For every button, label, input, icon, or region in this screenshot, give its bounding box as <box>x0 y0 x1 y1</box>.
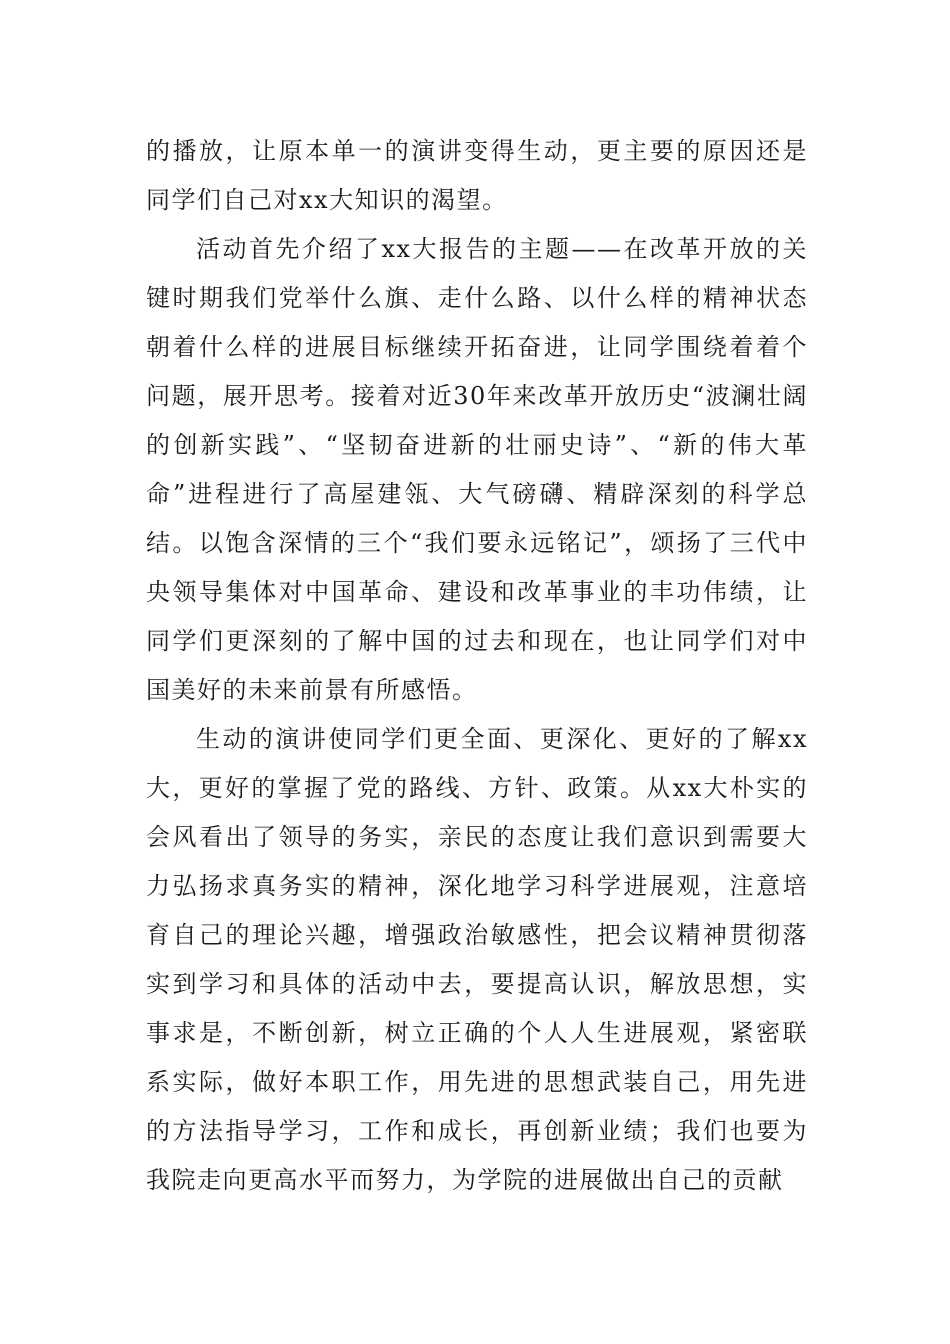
paragraph-1: 的播放，让原本单一的演讲变得生动，更主要的原因还是同学们自己对xx大知识的渴望。 <box>146 137 808 214</box>
paragraph-3: 生动的演讲使同学们更全面、更深化、更好的了解xx大，更好的掌握了党的路线、方针、政策。从xx大朴实的会风看出了领导的务实，亲民的态度让我们意识到需要大力弘扬求真务实的精神，深化地学习科学进展观，注意培育自己的理论兴趣，增强政治敏感性，把会议精神贯彻落实到学习和具体的活动中去，要提高认识，解放思想，实事求是，不断创新，树立正确的个人人生进展观，紧密联系实际，做好本职工作，用先进的思想武装自己，用先进的方法指导学习，工作和成长，再创新业绩；我们也要为我院走向更高水平而努力，为学院的进展做出自己的贡献 <box>146 725 808 1194</box>
paragraph-2: 活动首先介绍了xx大报告的主题——在改革开放的关键时期我们党举什么旗、走什么路、以什么样的精神状态朝着什么样的进展目标继续开拓奋进，让同学围绕着着个问题，展开思考。接着对近30年来改革开放历史“波澜壮阔的创新实践”、“坚韧奋进新的壮丽史诗”、“新的伟大革命”进程进行了高屋建瓴、大气磅礴、精辟深刻的科学总结。以饱含深情的三个“我们要永远铭记”，颂扬了三代中央领导集体对中国革命、建设和改革事业的丰功伟绩，让同学们更深刻的了解中国的过去和现在，也让同学们对中国美好的未来前景有所感悟。 <box>146 235 808 704</box>
document-body <box>146 127 808 1205</box>
